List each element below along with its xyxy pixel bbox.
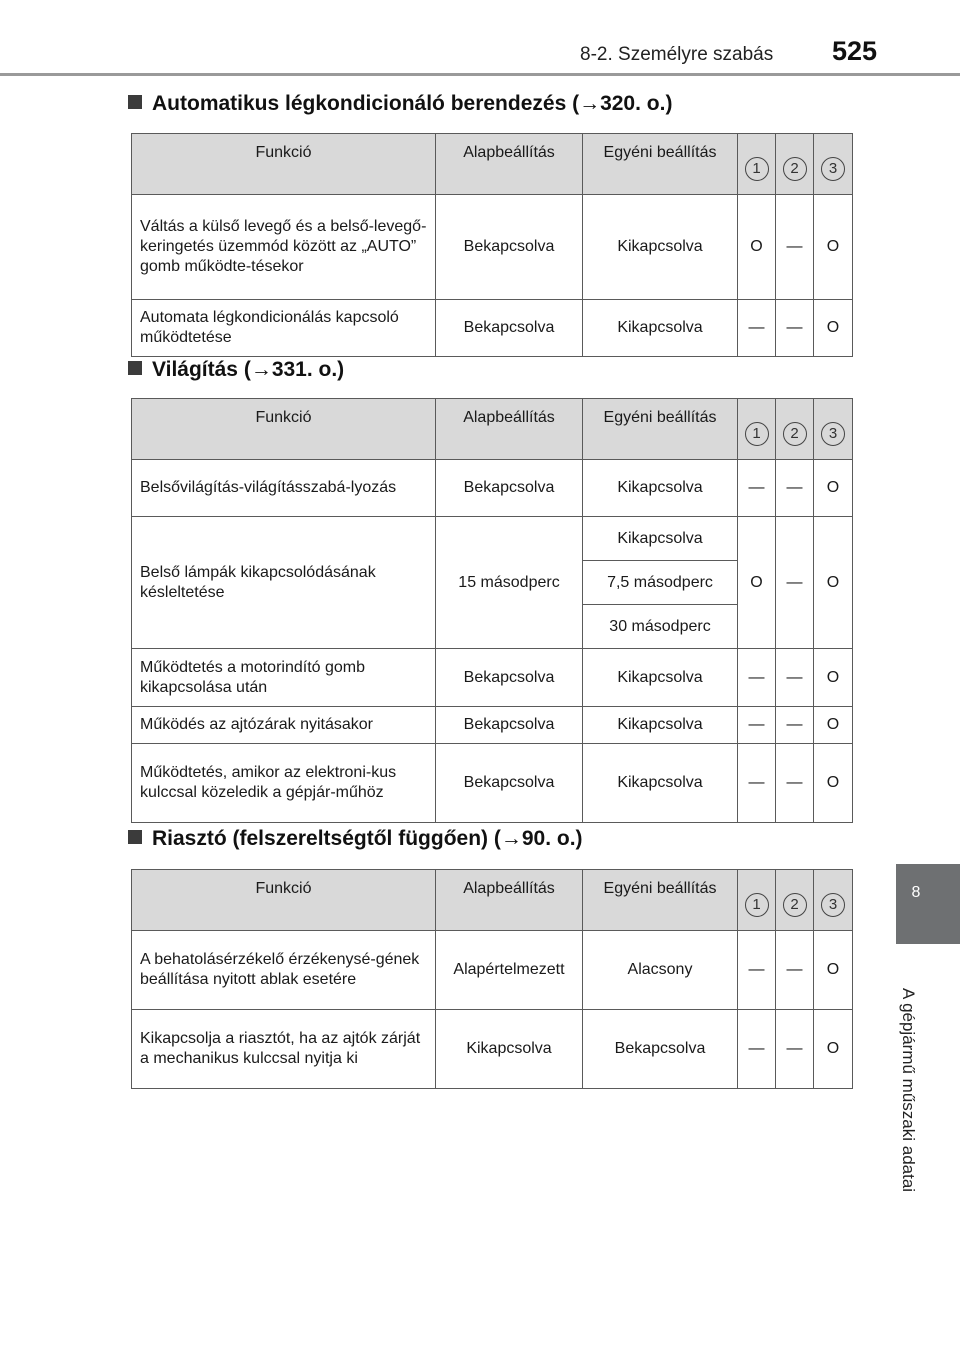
- page-header: [0, 0, 960, 80]
- col-alap: Alapbeállítás: [436, 870, 583, 931]
- cell-c3: O: [814, 931, 853, 1010]
- chapter-tab: [896, 864, 960, 944]
- square-bullet-icon: [128, 95, 142, 109]
- circled-3-icon: 3: [821, 422, 845, 446]
- table-row: [132, 744, 853, 823]
- cell-funkcio: Működtetés, amikor az elektroni-kus kulccsal közeledik a gépjár-műhöz: [132, 744, 436, 823]
- circled-3-icon: 3: [821, 157, 845, 181]
- cell-funkcio: Váltás a külső levegő és a belső-levegő-keringetés üzemmód között az „AUTO” gomb működte-tésekor: [132, 195, 436, 300]
- cell-c1: —: [738, 744, 776, 823]
- circled-1-icon: 1: [745, 422, 769, 446]
- cell-funkcio: Belső lámpák kikapcsolódásának késleltetése: [132, 517, 436, 649]
- cell-c3: O: [814, 517, 853, 649]
- cell-funkcio: Automata légkondicionálás kapcsoló működtetése: [132, 300, 436, 357]
- cell-egyeni: Bekapcsolva: [583, 1010, 738, 1089]
- col-funkcio: Funkció: [132, 870, 436, 931]
- cell-c2: —: [776, 195, 814, 300]
- cell-egyeni: Kikapcsolva: [583, 649, 738, 707]
- cell-egyeni-option: 30 másodperc: [583, 605, 738, 649]
- table-header-row: [132, 870, 853, 931]
- cell-c3: O: [814, 649, 853, 707]
- cell-egyeni: Kikapcsolva: [583, 707, 738, 744]
- circled-2-icon: 2: [783, 893, 807, 917]
- col-alap: Alapbeállítás: [436, 399, 583, 460]
- section-heading: 8-2. Személyre szabás: [580, 44, 774, 65]
- table-row: [132, 195, 853, 300]
- table-row: [132, 649, 853, 707]
- chapter-label-box: [888, 960, 928, 1220]
- cell-c2: —: [776, 649, 814, 707]
- cell-c2: —: [776, 707, 814, 744]
- section-title-text: Automatikus légkondicionáló berendezés (→320. o.): [152, 92, 673, 115]
- cell-c1: —: [738, 300, 776, 357]
- cell-c3: O: [814, 195, 853, 300]
- square-bullet-icon: [128, 830, 142, 844]
- cell-funkcio: Kikapcsolja a riasztót, ha az ajtók zárját a mechanikus kulccsal nyitja ki: [132, 1010, 436, 1089]
- cell-alap: Bekapcsolva: [436, 195, 583, 300]
- table-ac: [131, 133, 853, 357]
- cell-funkcio: Belsővilágítás-világításszabá-lyozás: [132, 460, 436, 517]
- cell-egyeni: Kikapcsolva: [583, 300, 738, 357]
- header-rule: [0, 73, 960, 76]
- cell-alap: Bekapcsolva: [436, 744, 583, 823]
- cell-c3: O: [814, 1010, 853, 1089]
- cell-funkcio: A behatolásérzékelő érzékenysé-gének beállítása nyitott ablak esetére: [132, 931, 436, 1010]
- cell-egyeni: Kikapcsolva: [583, 460, 738, 517]
- section-title-ac: [128, 92, 672, 116]
- cell-c1: O: [738, 195, 776, 300]
- cell-c1: O: [738, 517, 776, 649]
- col-funkcio: Funkció: [132, 399, 436, 460]
- table-row: [132, 707, 853, 744]
- cell-c3: O: [814, 460, 853, 517]
- circled-1-icon: 1: [745, 157, 769, 181]
- cell-alap: Bekapcsolva: [436, 707, 583, 744]
- col-egyeni: Egyéni beállítás: [583, 134, 738, 195]
- circled-3-icon: 3: [821, 893, 845, 917]
- table-header-row: [132, 134, 853, 195]
- cell-egyeni: Alacsony: [583, 931, 738, 1010]
- cell-alap: Bekapcsolva: [436, 300, 583, 357]
- cell-alap: Alapértelmezett: [436, 931, 583, 1010]
- col-funkcio: Funkció: [132, 134, 436, 195]
- cell-alap: Kikapcsolva: [436, 1010, 583, 1089]
- cell-c3: O: [814, 300, 853, 357]
- table-row: [132, 460, 853, 517]
- table-row: [132, 300, 853, 357]
- circled-1-icon: 1: [745, 893, 769, 917]
- cell-egyeni-option: 7,5 másodperc: [583, 561, 738, 605]
- table-row: [132, 1010, 853, 1089]
- table-alarm: [131, 869, 853, 1089]
- cell-egyeni: Kikapcsolva: [583, 195, 738, 300]
- circled-2-icon: 2: [783, 422, 807, 446]
- cell-egyeni-option: Kikapcsolva: [583, 517, 738, 561]
- cell-c2: —: [776, 460, 814, 517]
- cell-c1: —: [738, 707, 776, 744]
- cell-funkcio: Működtetés a motorindító gomb kikapcsolása után: [132, 649, 436, 707]
- cell-alap: 15 másodperc: [436, 517, 583, 649]
- page-number: 525: [832, 36, 878, 66]
- cell-c1: —: [738, 1010, 776, 1089]
- cell-c2: —: [776, 931, 814, 1010]
- cell-c3: O: [814, 744, 853, 823]
- cell-c1: —: [738, 649, 776, 707]
- table-header-row: [132, 399, 853, 460]
- circled-2-icon: 2: [783, 157, 807, 181]
- cell-egyeni: Kikapcsolva: [583, 744, 738, 823]
- table-lighting: [131, 398, 853, 823]
- cell-c3: O: [814, 707, 853, 744]
- cell-c1: —: [738, 460, 776, 517]
- cell-c2: —: [776, 517, 814, 649]
- cell-funkcio: Működés az ajtózárak nyitásakor: [132, 707, 436, 744]
- chapter-label: A gépjármű műszaki adatai: [899, 987, 918, 1193]
- cell-alap: Bekapcsolva: [436, 649, 583, 707]
- col-alap: Alapbeállítás: [436, 134, 583, 195]
- col-egyeni: Egyéni beállítás: [583, 870, 738, 931]
- table-row: [132, 517, 853, 561]
- section-title-lighting: [128, 358, 344, 382]
- section-title-text: Világítás (→331. o.): [152, 358, 345, 381]
- col-egyeni: Egyéni beállítás: [583, 399, 738, 460]
- cell-c2: —: [776, 744, 814, 823]
- section-title-alarm: [128, 827, 583, 851]
- cell-c1: —: [738, 931, 776, 1010]
- cell-c2: —: [776, 1010, 814, 1089]
- chapter-number: 8: [911, 884, 921, 901]
- square-bullet-icon: [128, 361, 142, 375]
- table-row: [132, 931, 853, 1010]
- cell-alap: Bekapcsolva: [436, 460, 583, 517]
- cell-c2: —: [776, 300, 814, 357]
- section-title-text: Riasztó (felszereltségtől függően) (→90. o.): [152, 827, 583, 850]
